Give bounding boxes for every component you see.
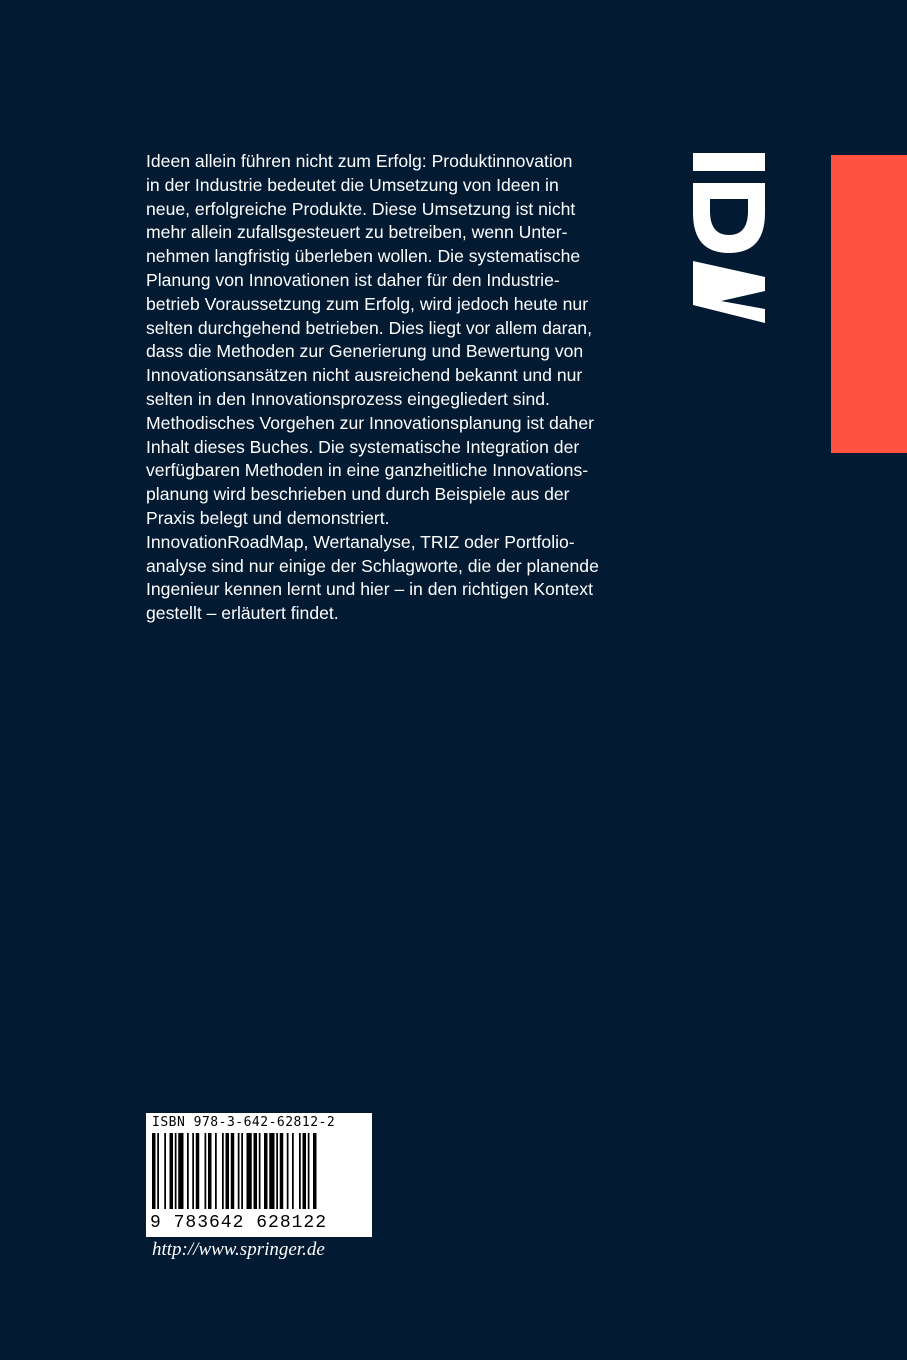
barcode-bar [205,1133,207,1209]
barcode-bar [231,1133,235,1209]
barcode-bar [208,1133,212,1209]
blurb-line: analyse sind nur einige der Schlagworte, die der planende [146,555,599,576]
vdi-logo-letter-d [693,183,765,253]
barcode-bar [292,1133,294,1209]
barcode-bar [313,1133,317,1209]
barcode-bar [308,1133,310,1209]
blurb-line: selten in den Innovationsprozess eingegliedert sind. [146,388,550,409]
vdi-logo-letter-i [693,153,765,171]
blurb-line: betrieb Voraussetzung zum Erfolg, wird jedoch heute nur [146,293,589,314]
barcode-bar [254,1133,258,1209]
barcode-bar [287,1133,289,1209]
barcode-bar [178,1133,183,1209]
barcode-bar [170,1133,174,1209]
barcode-bar [187,1133,189,1209]
blurb-line: gestellt – erläutert findet. [146,603,339,624]
barcode-bars [152,1133,366,1217]
barcode-bar [269,1133,274,1209]
blurb-line: planung wird beschrieben und durch Beispiele aus der [146,484,570,505]
vdi-logo [693,153,765,323]
publisher-url: http://www.springer.de [152,1239,325,1260]
barcode-bar [247,1133,252,1209]
isbn-number: ISBN 978-3-642-62812-2 [152,1115,336,1130]
back-cover-blurb [146,150,616,626]
blurb-line: Ideen allein führen nicht zum Erfolg: Produktinnovation [146,151,573,171]
barcode-bar [264,1133,268,1209]
barcode-bar [152,1133,156,1209]
blurb-line: in der Industrie bedeutet die Umsetzung von Ideen in [146,174,559,195]
barcode-bar [226,1133,230,1209]
barcode-bar [280,1133,284,1209]
barcode-bar [299,1133,301,1209]
barcode-bar [303,1133,307,1209]
blurb-line: Inhalt dieses Buches. Die systematische Integration der [146,436,580,457]
blurb-line: mehr allein zufallsgesteuert zu betreiben, wenn Unter- [146,222,568,243]
blurb-line: selten durchgehend betrieben. Dies liegt vor allem daran, [146,317,592,338]
ean-digits: 9 783642 628122 [150,1213,328,1233]
blurb-line: Praxis belegt und demonstriert. [146,507,390,528]
barcode-bar [238,1133,240,1209]
barcode-bar [196,1133,200,1209]
isbn-barcode [146,1113,372,1237]
barcode-bar [259,1133,261,1209]
blurb-line: Planung von Innovationen ist daher für den Industrie- [146,269,560,290]
blurb-line: dass die Methoden zur Generierung und Bewertung von [146,341,584,362]
barcode-bar [241,1133,243,1209]
barcode-bar [222,1133,224,1209]
blurb-line: Innovationsansätzen nicht ausreichend bekannt und nur [146,365,583,386]
accent-bar [831,155,907,453]
blurb-line: verfügbaren Methoden in eine ganzheitliche Innovations- [146,460,589,481]
barcode-bar [215,1133,217,1209]
blurb-line: Methodisches Vorgehen zur Innovationsplanung ist daher [146,412,594,433]
blurb-line: neue, erfolgreiche Produkte. Diese Umsetzung ist nicht [146,198,576,219]
blurb-line: Ingenieur kennen lernt und hier – in den richtigen Kontext [146,579,593,600]
barcode-bar [157,1133,159,1209]
vdi-logo-letter-v [693,261,765,323]
barcode-bar [164,1133,166,1209]
barcode-bar [192,1133,194,1209]
barcode-bar [276,1133,278,1209]
barcode-bar [175,1133,177,1209]
blurb-line: InnovationRoadMap, Wertanalyse, TRIZ oder Portfolio- [146,531,575,552]
blurb-line: nehmen langfristig überleben wollen. Die systematische [146,246,581,267]
